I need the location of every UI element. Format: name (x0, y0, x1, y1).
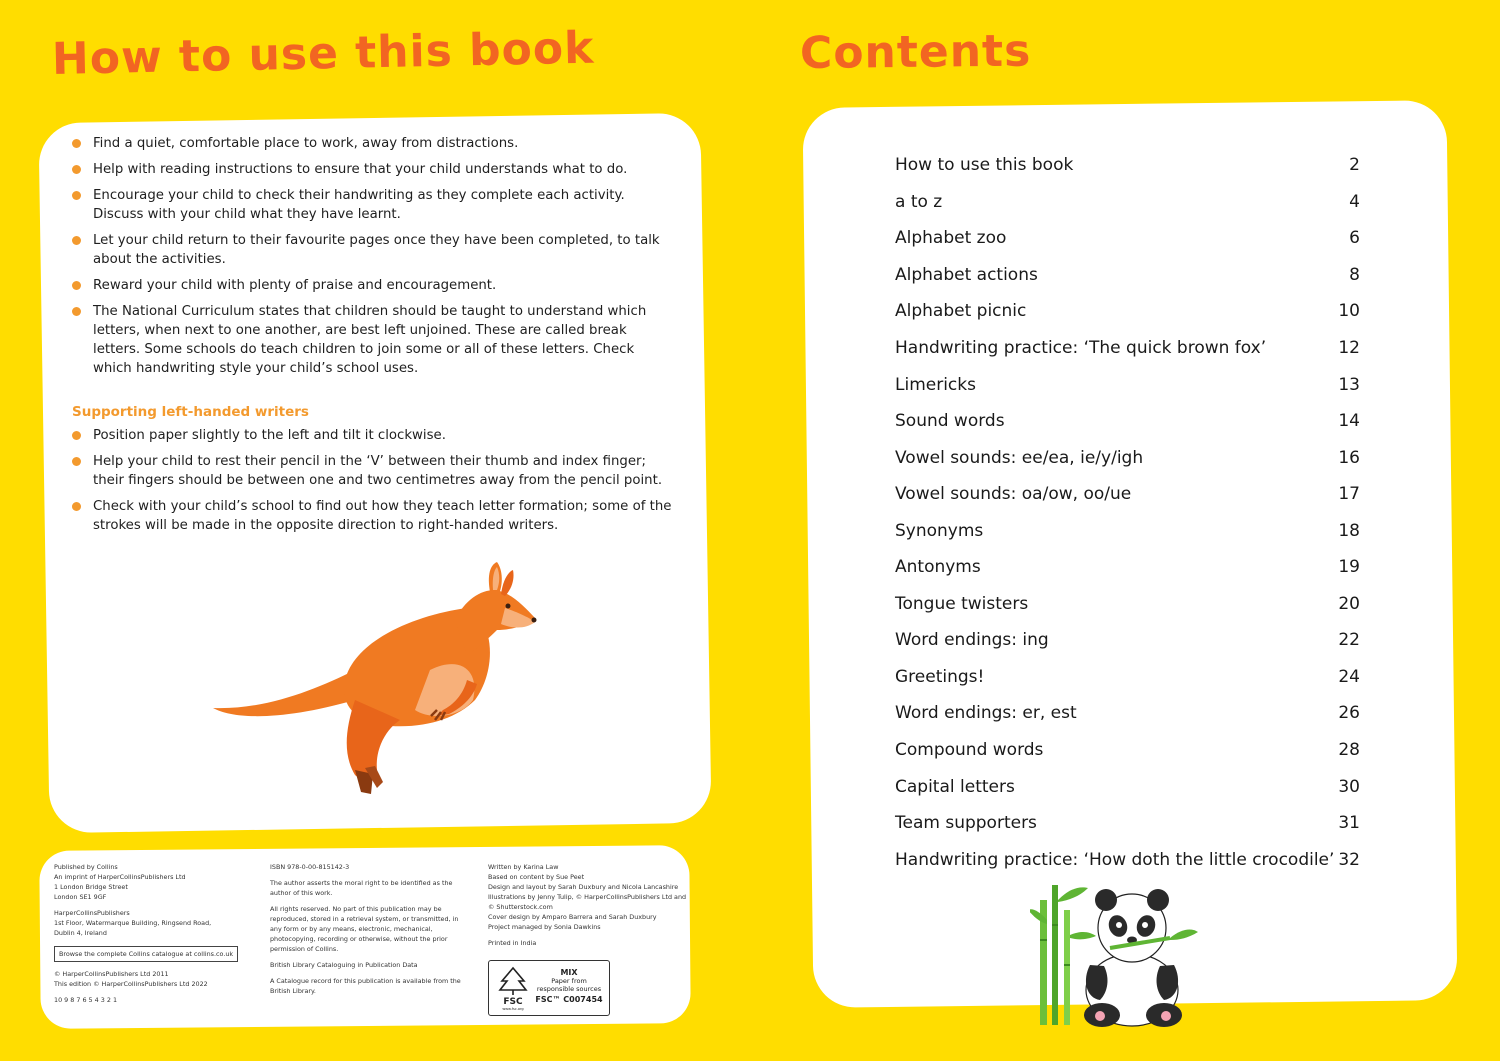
toc-entry: Synonyms 18 (895, 520, 1360, 541)
fsc-certification-badge (488, 960, 610, 1016)
bullet-dot-icon (72, 139, 81, 148)
page-title-contents: Contents (799, 25, 1032, 79)
list-item: Help with reading instructions to ensure that your child understands what to do. (72, 160, 672, 179)
toc-entry: Tongue twisters 20 (895, 593, 1360, 614)
list-item: Let your child return to their favourite pages once they have been completed, to talk about the activities. (72, 231, 672, 269)
toc-entry: Handwriting practice: ‘How doth the little crocodile’ 32 (895, 849, 1360, 870)
toc-entry: Alphabet zoo 6 (895, 228, 1360, 249)
toc-entry: Word endings: er, est 26 (895, 703, 1360, 724)
toc-entry: Antonyms 19 (895, 557, 1360, 578)
bullet-dot-icon (72, 281, 81, 290)
svg-text:FSC: FSC (503, 997, 523, 1007)
imprint-publisher-column: Published by Collins An imprint of HarperCollinsPublishers Ltd 1 London Bridge Street London SE1 9GF HarperCollinsPublishers 1st Floor, Watermarque Building, Ringsend Road, Dublin 4, Ireland Browse the complete Collins catalogue at collins.co.uk © HarperCollinsPublishers Ltd 2011 This edition © HarperCollinsPublishers Ltd 2022 10 9 8 7 6 5 4 3 2 1 (54, 862, 244, 1011)
bullet-dot-icon (72, 236, 81, 245)
imprint-credits-column: Written by Karina Law Based on content by Sue Peet Design and layout by Sarah Duxbury and Nicola Lancashire Illustrations by Jenny Tulip, © HarperCollinsPublishers Ltd and © Shutterstock.com Cover design by Amparo Barrera and Sarah Duxbury Project managed by Sonia Dawkins Printed in India (488, 863, 687, 947)
tips-list (72, 134, 672, 378)
svg-text:www.fsc.org: www.fsc.org (502, 1007, 524, 1011)
list-item: Encourage your child to check their handwriting as they complete each activity. Discuss with your child what they have learnt. (72, 186, 672, 224)
toc-entry: Handwriting practice: ‘The quick brown fox’ 12 (895, 338, 1360, 358)
list-item: Help your child to rest their pencil in the ‘V’ between their thumb and index finger; their fingers should be between one and two centimetres away from the pencil point. (72, 452, 672, 490)
toc-entry: Word endings: ing 22 (895, 630, 1360, 651)
bullet-dot-icon (72, 457, 81, 466)
panda-illustration-icon (1030, 880, 1205, 1030)
toc-entry: a to z 4 (895, 191, 1360, 212)
list-item: Reward your child with plenty of praise and encouragement. (72, 276, 672, 295)
list-item: The National Curriculum states that children should be taught to understand which letters, when next to one another, are best left unjoined. These are called break letters. Some schools do teach children to join some or all of these letters. Check which handwriting style your child’s school uses. (72, 302, 672, 378)
toc-entry: Limericks 13 (895, 374, 1360, 395)
bullet-dot-icon (72, 191, 81, 200)
imprint-rights-column: ISBN 978-0-00-815142-3 The author asserts the moral right to be identified as the author of this work. All rights reserved. No part of this publication may be reproduced, stored in a retrieval system, or transmitted, in any form or by any means, electronic, mechanical, photocopying, recording or otherwise, without the prior permission of Collins. British Library Cataloguing in Publication Data A Catalogue record for this publication is available from the British Library. (270, 862, 470, 1002)
kangaroo-illustration-icon (205, 560, 545, 800)
instructions-content (72, 134, 672, 542)
bullet-dot-icon (72, 307, 81, 316)
catalogue-link-box: Browse the complete Collins catalogue at collins.co.uk (54, 946, 238, 962)
page-title-how-to-use: How to use this book (51, 22, 595, 85)
list-item: Position paper slightly to the left and tilt it clockwise. (72, 426, 672, 445)
toc-entry: Capital letters 30 (895, 776, 1360, 797)
fsc-text: MIX Paper from responsible sources FSC™ C007454 (535, 968, 603, 1004)
toc-entry: Alphabet picnic 10 (895, 301, 1360, 322)
bullet-dot-icon (72, 165, 81, 174)
toc-entry: Compound words 28 (895, 740, 1360, 761)
bullet-dot-icon (72, 502, 81, 511)
toc-entry: Vowel sounds: oa/ow, oo/ue 17 (895, 484, 1360, 505)
isbn: ISBN 978-0-00-815142-3 (270, 863, 350, 871)
fsc-tree-logo-icon (495, 965, 531, 1011)
toc-entry: Team supporters 31 (895, 813, 1360, 834)
toc-entry: How to use this book 2 (895, 155, 1360, 176)
left-handed-list (72, 426, 672, 535)
list-item: Find a quiet, comfortable place to work, away from distractions. (72, 134, 672, 153)
bullet-dot-icon (72, 431, 81, 440)
print-line: 10 9 8 7 6 5 4 3 2 1 (54, 996, 118, 1004)
toc-entry: Alphabet actions 8 (895, 264, 1360, 285)
toc-entry: Vowel sounds: ee/ea, ie/y/igh 16 (895, 447, 1360, 468)
toc-entry: Sound words 14 (895, 411, 1360, 432)
toc-entry: Greetings! 24 (895, 666, 1360, 687)
table-of-contents (895, 147, 1360, 878)
left-handed-subheading: Supporting left-handed writers (72, 404, 309, 420)
list-item: Check with your child’s school to find out how they teach letter formation; some of the strokes will be made in the opposite direction to right-handed writers. (72, 497, 672, 535)
